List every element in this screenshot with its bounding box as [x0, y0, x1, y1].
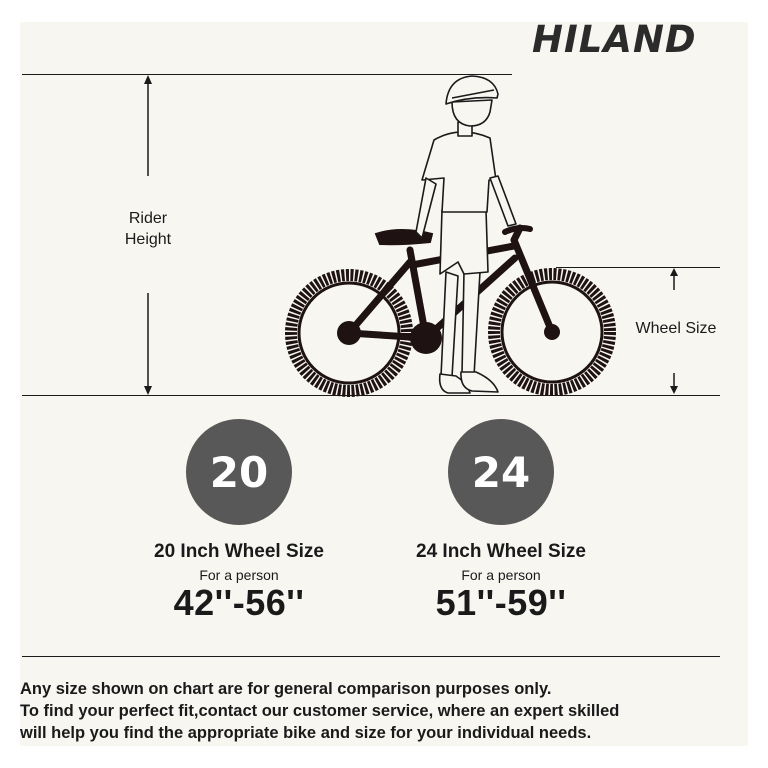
- wheel-20-title: 20 Inch Wheel Size: [154, 541, 324, 562]
- wheel-20-height-range: 42''-56'': [173, 582, 305, 623]
- wheel-24-badge: 24: [448, 419, 554, 525]
- wheel-24-subtitle: For a person: [461, 567, 541, 583]
- disclaimer: [20, 678, 748, 744]
- wheel-size-label: Wheel Size: [635, 320, 717, 337]
- disclaimer-line2: To find your perfect fit,contact our customer service, where an expert skilled: [20, 702, 620, 720]
- wheel-20-badge: 20: [186, 419, 292, 525]
- brand-logo-text: HILAND: [532, 18, 697, 60]
- wheel-24-height-range: 51''-59'': [435, 582, 567, 623]
- wheel-20-subtitle: For a person: [199, 567, 279, 583]
- separator-line: [22, 656, 720, 657]
- rider-height-label-line2: Height: [124, 231, 172, 248]
- disclaimer-line3: will help you find the appropriate bike and size for your individual needs.: [20, 724, 592, 742]
- wheel-24-title: 24 Inch Wheel Size: [416, 541, 586, 562]
- disclaimer-line1: Any size shown on chart are for general comparison purposes only.: [20, 680, 552, 698]
- rider-height-label: [108, 208, 188, 250]
- rider-height-label-line1: Rider: [128, 210, 168, 227]
